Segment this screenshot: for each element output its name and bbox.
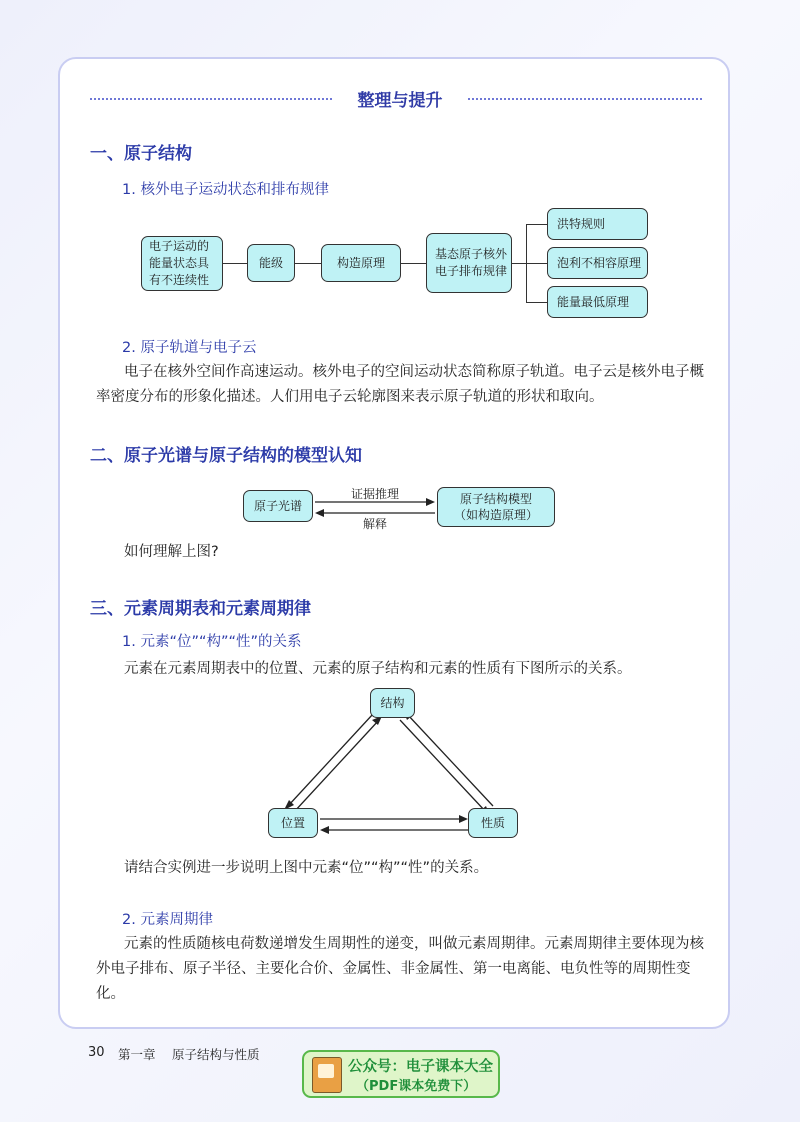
label-evidence-reasoning: 证据推理 bbox=[351, 487, 400, 501]
banner-divider-right bbox=[468, 98, 702, 100]
arrowhead-property-bottom bbox=[459, 815, 468, 823]
label-explanation: 解释 bbox=[363, 517, 388, 531]
arrow-right-head bbox=[426, 498, 435, 506]
bracket-bottom bbox=[526, 302, 547, 303]
box-energy-discontinuity: 电子运动的能量状态具有不连续性 bbox=[141, 236, 223, 291]
section1-paragraph: 电子在核外空间作高速运动。核外电子的空间运动状态简称原子轨道。电子云是核外电子概率密度分布的形象化描述。人们用电子云轮廓图来表示原子轨道的形状和取向。 bbox=[96, 364, 704, 405]
section1-sub1: 1. 核外电子运动状态和排布规律 bbox=[122, 182, 329, 198]
section2-question: 如何理解上图? bbox=[124, 544, 219, 560]
bracket-middle bbox=[526, 263, 547, 264]
box-property: 性质 bbox=[468, 808, 518, 838]
box-hund-rule: 洪特规则 bbox=[547, 208, 648, 240]
box-atomic-spectrum: 原子光谱 bbox=[243, 490, 313, 522]
connector-3 bbox=[401, 263, 426, 264]
double-arrow-diagram bbox=[313, 496, 437, 520]
arrow-property-to-structure bbox=[407, 714, 493, 806]
section3-paragraph: 元素的性质随核电荷数递增发生周期性的递变，叫做元素周期律。元素周期律主要体现为核外电子排布、原子半径、主要化合价、金属性、非金属性、第一电离能、电负性等的周期性变化。 bbox=[96, 936, 704, 1002]
box-energy-level: 能级 bbox=[247, 244, 295, 282]
connector-4 bbox=[512, 263, 526, 264]
section1-heading: 一、原子结构 bbox=[90, 144, 192, 164]
book-logo-icon bbox=[312, 1057, 342, 1093]
bracket-top bbox=[526, 224, 547, 225]
arrowhead-position-bottom bbox=[320, 826, 329, 834]
box-aufbau-principle: 构造原理 bbox=[321, 244, 401, 282]
box-ground-state-rules: 基态原子核外电子排布规律 bbox=[426, 233, 512, 293]
page-number: 30 bbox=[88, 1045, 105, 1060]
watermark-stamp bbox=[302, 1050, 500, 1098]
section3-sub2: 2. 元素周期律 bbox=[122, 912, 213, 928]
section3-heading: 三、元素周期表和元素周期律 bbox=[90, 599, 311, 619]
banner-divider-left bbox=[90, 98, 332, 100]
section3-question: 请结合实例进一步说明上图中元素“位”“构”“性”的关系。 bbox=[124, 860, 489, 876]
chapter-label: 第一章 bbox=[118, 1047, 156, 1062]
banner-title: 整理与提升 bbox=[357, 91, 443, 111]
connector-1 bbox=[223, 263, 247, 264]
box-atomic-model bbox=[437, 487, 555, 527]
stamp-line1: 公众号：电子课本大全 bbox=[348, 1059, 493, 1075]
section3-sub1: 1. 元素“位”“构”“性”的关系 bbox=[122, 634, 302, 650]
chapter-title: 原子结构与性质 bbox=[172, 1047, 260, 1062]
box-pauli-principle: 泡利不相容原理 bbox=[547, 247, 648, 279]
box-lowest-energy-principle: 能量最低原理 bbox=[547, 286, 648, 318]
connector-2 bbox=[295, 263, 321, 264]
arrow-left-head bbox=[315, 509, 324, 517]
arrow-structure-to-position bbox=[288, 714, 373, 806]
section1-sub2: 2. 原子轨道与电子云 bbox=[122, 340, 257, 356]
section3-intro: 元素在元素周期表中的位置、元素的原子结构和元素的性质有下图所示的关系。 bbox=[124, 661, 632, 677]
arrow-position-to-structure bbox=[294, 720, 379, 812]
stamp-line2: （PDF课本免费下） bbox=[356, 1079, 477, 1094]
box-position: 位置 bbox=[268, 808, 318, 838]
arrow-structure-to-property bbox=[400, 720, 486, 812]
box-structure: 结构 bbox=[370, 688, 415, 718]
atomic-model-line2: （如构造原理） bbox=[453, 508, 538, 522]
atomic-model-line1: 原子结构模型 bbox=[459, 492, 532, 506]
section2-heading: 二、原子光谱与原子结构的模型认知 bbox=[90, 446, 362, 466]
